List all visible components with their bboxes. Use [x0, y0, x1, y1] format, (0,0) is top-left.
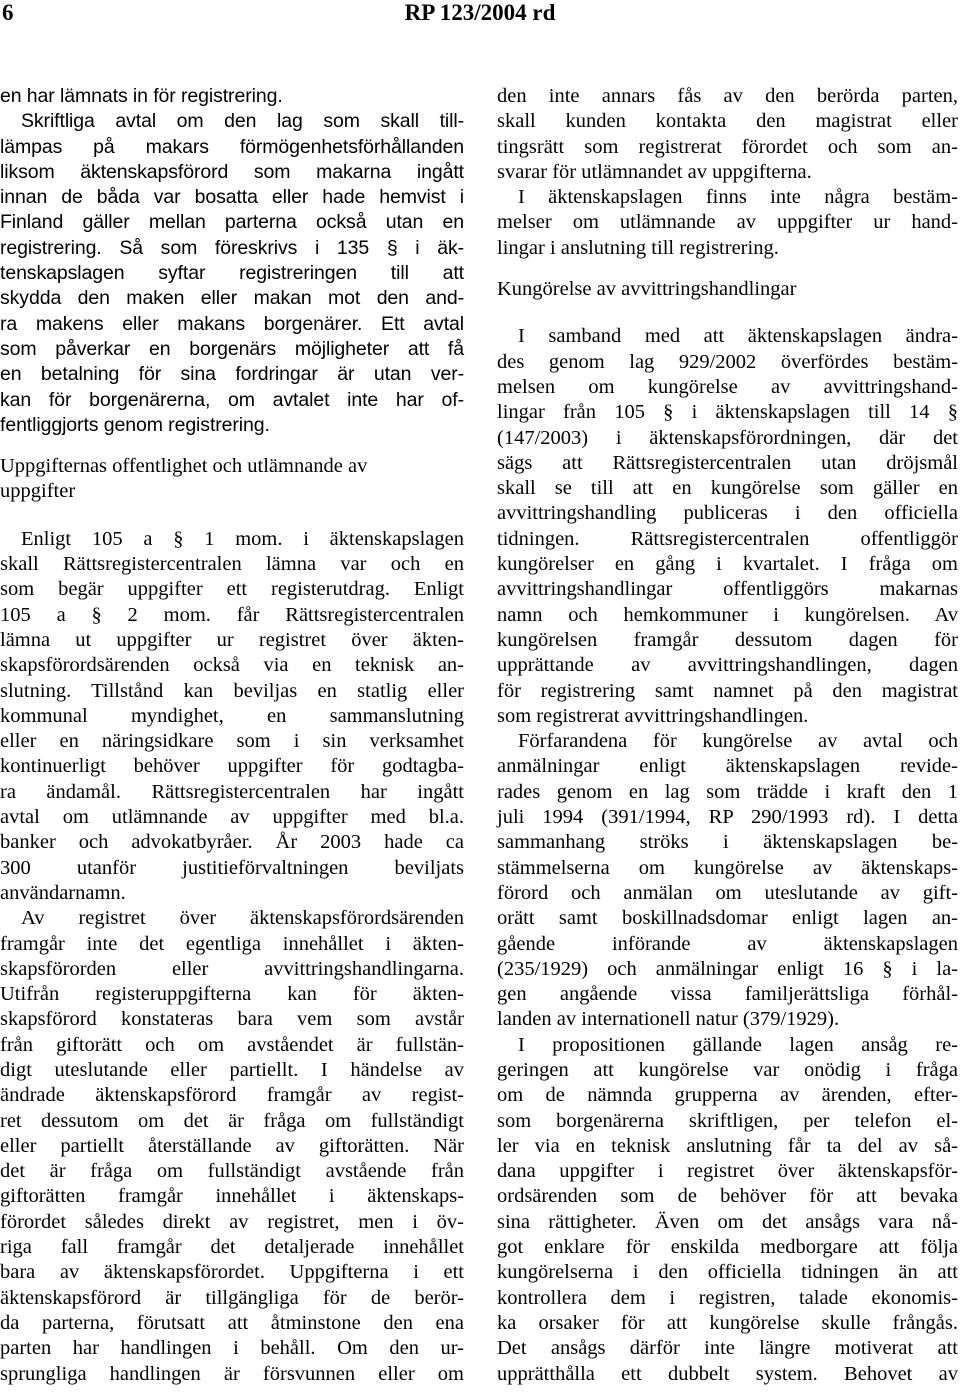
text-line: anmälningar enligt äktenskapslagen revide-	[497, 755, 958, 778]
text-line: avvittringshandlingar offentliggörs makarnas	[497, 578, 958, 601]
text-line: från giftorätt och om avståendet är fullstän-	[0, 1033, 464, 1056]
text-line: gen angående vissa familjerättsliga förhål-	[497, 983, 958, 1006]
heading-line: Kungörelse av avvittringshandlingar	[497, 278, 797, 301]
text-line: skapsförord konstateras bara vem som avstår	[0, 1008, 464, 1031]
text-line: avvittringshandling publiceras i den officiella	[497, 502, 958, 525]
text-line: eller en näringsidkare som i sin verksamhet	[0, 730, 464, 753]
text-line: liksom äktenskapsförord som makarna ingått	[0, 160, 464, 183]
text-line: ordsärenden som de behöver för att bevaka	[497, 1185, 958, 1208]
text-line: melser om utlämnande av uppgifter ur hand-	[497, 211, 958, 234]
text-line: sprungliga handlingen är försvunnen eller om	[0, 1362, 464, 1385]
page-number: 6	[2, 0, 14, 25]
text-line: rades genom en lag som trädde i kraft den 1	[497, 780, 958, 803]
text-line: lämpas på makars förmögenhetsförhållanden	[0, 135, 464, 158]
text-line: Av registret över äktenskapsförordsärenden	[21, 907, 464, 930]
text-line: kungörelser en gång i kvartalet. I fråga om	[497, 553, 958, 576]
text-line: geringen att kungörelse var onödig i fråga	[497, 1058, 958, 1081]
text-line: innan de båda var bosatta eller hade hemvist i	[0, 186, 464, 209]
text-line: tidningen. Rättsregistercentralen offentliggör	[497, 527, 958, 550]
text-line: lingar från 105 § i äktenskapslagen till 14 §	[497, 401, 958, 424]
text-line: den inte annars fås av den berörda parten,	[497, 85, 958, 107]
text-line: som påverkar en borgenärs möjligheter att få	[0, 337, 464, 360]
right-paragraph-1	[497, 84, 958, 185]
left-paragraph-1	[0, 84, 464, 438]
text-line: I propositionen gällande lagen ansåg re-	[518, 1033, 958, 1056]
text-line: digt uteslutande eller partiellt. I händelse av	[0, 1058, 464, 1081]
text-line: Skriftliga avtal om den lag som skall till-	[21, 110, 464, 133]
right-column	[497, 84, 958, 1387]
section-heading-uppgifternas	[0, 454, 464, 505]
text-line: kan för borgenärerna, om avtalet inte har of-	[0, 388, 464, 411]
text-line: eller partiellt återställande av giftorätten. När	[0, 1134, 464, 1157]
text-line: des genom lag 929/2002 överfördes bestäm-	[497, 350, 958, 373]
text-line: sägs att Rättsregistercentralen utan dröjsmål	[497, 451, 958, 474]
section-heading-kungorelse	[497, 277, 958, 302]
text-line: ler via en teknisk anslutning får ta del av så-	[497, 1134, 958, 1157]
text-line: svarar för utlämnandet av uppgifterna.	[497, 160, 812, 183]
text-line: upprättande av avvittringshandlingen, dagen	[497, 654, 958, 677]
text-line: Enligt 105 a § 1 mom. i äktenskapslagen	[21, 527, 464, 550]
text-line: Finland gäller mellan parterna också utan en	[0, 211, 464, 234]
text-line: 300 utanför justitieförvaltningen beviljats	[0, 856, 464, 879]
text-line: juli 1994 (391/1994, RP 290/1993 rd). I detta	[497, 806, 958, 829]
text-line: upprätthålla ett dubbelt system. Behovet av	[497, 1362, 958, 1385]
right-paragraph-3	[497, 324, 958, 729]
text-line: registrering. Så som föreskrivs i 135 § i äk-	[0, 236, 464, 259]
text-line: riga fall framgår det detaljerade innehållet	[0, 1236, 464, 1259]
text-line: skapsförorden eller avvittringshandlingarna.	[0, 957, 464, 980]
left-paragraph-2	[0, 527, 464, 906]
text-line: skall kunden kontakta den magistrat eller	[497, 110, 958, 133]
text-line: da parterna, förutsatt att åtminstone den ena	[0, 1311, 464, 1334]
text-line: giftorätten framgår innehållet i äktenskaps-	[0, 1185, 464, 1208]
right-paragraph-4	[497, 729, 958, 1033]
text-line: skall se till att en kungörelse som gäller en	[497, 477, 958, 500]
text-line: I äktenskapslagen finns inte några bestäm-	[518, 186, 958, 209]
text-line: ändrade äktenskapsförord framgår av regist-	[0, 1084, 464, 1107]
text-line: dana uppgifter i registret över äktenskapsför-	[497, 1160, 958, 1183]
text-line: kontrollera dem i registren, talade ekonomis-	[497, 1286, 958, 1309]
text-line: kontinuerligt behöver uppgifter för godtagba-	[0, 755, 464, 778]
heading-line: uppgifter	[0, 480, 76, 503]
text-line: kungörelserna i den officiella tidningen än att	[497, 1261, 958, 1284]
page-header	[0, 0, 960, 30]
text-line: Det ansågs därför inte längre motiverat att	[497, 1337, 958, 1360]
text-line: som begär uppgifter ett registerutdrag. Enligt	[0, 578, 464, 601]
text-line: orätt samt boskillnadsdomar enligt lagen an-	[497, 907, 958, 930]
text-line: om de nämnda grupperna av ärenden, efter-	[497, 1084, 958, 1107]
text-line: det är fråga om fullständigt avstående från	[0, 1160, 464, 1183]
text-line: som registrerat avvittringshandlingen.	[497, 704, 809, 727]
text-line: ra ändamål. Rättsregistercentralen har ingått	[0, 780, 464, 803]
text-line: (235/1929) och anmälningar enligt 16 § i la-	[497, 957, 958, 980]
text-line: kommunal myndighet, en sammanslutning	[0, 704, 464, 727]
text-line: (147/2003) i äktenskapsförordningen, där det	[497, 426, 958, 449]
text-line: stämmelserna om kungörelse av äktenskaps-	[497, 856, 958, 879]
text-line: skapsförordsärenden också via en teknisk an-	[0, 654, 464, 677]
text-line: slutning. Tillstånd kan beviljas en statlig eller	[0, 679, 464, 702]
text-line: banker och advokatbyråer. År 2003 hade ca	[0, 831, 464, 854]
text-line: ra makens eller makans borgenärer. Ett avtal	[0, 312, 464, 335]
text-line: för registrering samt namnet på den magistrat	[497, 679, 958, 702]
text-line: tenskapslagen syftar registreringen till att	[0, 262, 464, 285]
text-line: framgår inte det egentliga innehållet i äkten-	[0, 932, 464, 955]
left-paragraph-3	[0, 906, 464, 1387]
text-line: ka orsaker för att kungörelse skulle frångås.	[497, 1311, 958, 1334]
text-line: sina rättigheter. Även om det ansågs vara nå-	[497, 1210, 958, 1233]
text-line: bara av äktenskapsförordet. Uppgifterna i ett	[0, 1261, 464, 1284]
text-line: äktenskapsförord är tillgängliga för de berör-	[0, 1286, 464, 1309]
text-line: ret dessutom om det är fråga om fullständigt	[0, 1109, 464, 1132]
text-line: kungörelsen framgår dessutom dagen för	[497, 628, 958, 651]
text-line: namn och hemkommuner i kungörelsen. Av	[497, 603, 958, 626]
text-line: lingar i anslutning till registrering.	[497, 236, 779, 259]
right-paragraph-2	[497, 185, 958, 261]
text-line: användarnamn.	[0, 881, 126, 904]
text-line: Förfarandena för kungörelse av avtal och	[518, 730, 958, 753]
document-title: RP 123/2004 rd	[404, 0, 556, 25]
text-line: lämna ut uppgifter ur registret över äkten-	[0, 628, 464, 651]
text-line: 105 a § 2 mom. får Rättsregistercentralen	[0, 603, 464, 626]
text-line: fentliggjorts genom registrering.	[0, 413, 270, 436]
text-line: tingsrätt som registrerat förordet och som an-	[497, 135, 958, 158]
text-line: Utifrån registeruppgifterna kan för äkten-	[0, 983, 464, 1006]
text-line: melsen om kungörelse av avvittringshand-	[497, 375, 958, 398]
right-paragraph-5	[497, 1033, 958, 1387]
left-column	[0, 84, 464, 1387]
text-line: förord och anmälan om uteslutande av gift-	[497, 881, 958, 904]
text-line: got enklare för enskilda medborgare att följa	[497, 1236, 958, 1259]
text-line: sammanhang ströks i äktenskapslagen be-	[497, 831, 958, 854]
text-line: skall Rättsregistercentralen lämna var och en	[0, 553, 464, 576]
text-line: parten har handlingen i behåll. Om den ur-	[0, 1337, 464, 1360]
text-line: I samband med att äktenskapslagen ändra-	[518, 325, 958, 348]
text-line: en har lämnats in för registrering.	[0, 85, 283, 107]
text-line: skydda den maken eller makan mot den and-	[0, 287, 464, 310]
text-line: som borgenärerna skriftligen, per telefon el-	[497, 1109, 958, 1132]
text-line: en betalning för sina fordringar är utan ver-	[0, 363, 464, 386]
heading-line: Uppgifternas offentlighet och utlämnande av	[0, 455, 368, 478]
text-line: landen av internationell natur (379/1929).	[497, 1008, 840, 1031]
text-line: förordet således direkt av registret, men i öv-	[0, 1210, 464, 1233]
text-line: avtal om utlämnande av uppgifter med bl.a.	[0, 806, 464, 829]
text-line: gående införande av äktenskapslagen	[497, 932, 958, 955]
